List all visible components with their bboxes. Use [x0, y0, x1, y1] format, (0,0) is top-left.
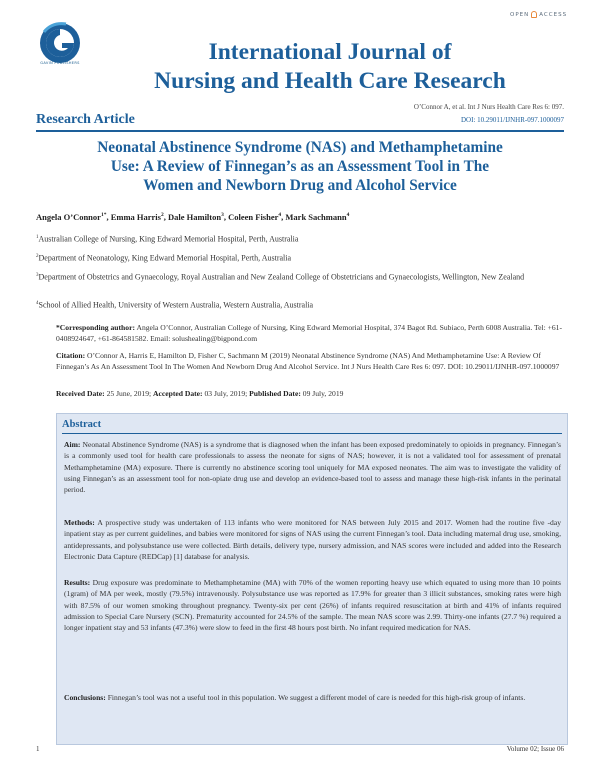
author-sup: 4 [346, 212, 350, 219]
affiliation [36, 298, 566, 311]
conclusions-label: Conclusions: [64, 693, 106, 702]
received-date: 25 June, 2019; [106, 389, 152, 398]
affiliation-sup: 1 [36, 235, 39, 240]
abstract-results [64, 577, 561, 633]
article-title-line1: Neonatal Abstinence Syndrome (NAS) and Methamphetamine [97, 139, 503, 156]
corresponding-author [56, 322, 566, 344]
journal-title-line1: International Journal of [208, 39, 452, 65]
author-name: Mark Sachmann [285, 212, 347, 222]
doi-link[interactable]: DOI: 10.29011/IJNHR-097.1000097 [461, 116, 564, 124]
aim-label: Aim: [64, 440, 81, 449]
journal-title [100, 38, 560, 96]
volume-issue: Volume 02; Issue 06 [506, 745, 564, 753]
author-name: Emma Harris [110, 212, 161, 222]
citation [56, 350, 566, 372]
article-title-line3: Women and Newborn Drug and Alcohol Service [143, 177, 457, 194]
published-label: Published Date: [249, 389, 301, 398]
affiliation-sup: 3 [36, 273, 39, 278]
abstract-aim [64, 439, 561, 495]
corresponding-label: *Corresponding author: [56, 323, 135, 332]
methods-text: A prospective study was undertaken of 113 infants who were monitored for NAS between July 2015 and 2017. Women had the routine five -day inpatient stay as per current guidelines, and babies were monitored for signs of NAS using the current Finnegan’s tool. Data including maternal drug use, smoking, antidepressants, and polysubstance use were collected. Birth details, delivery type, nursery admission, and NAS scores were included and added into the Research Electronic Data Capture (REDCap) [1] database for analysis. [64, 518, 561, 561]
citation-text: O’Connor A, Harris E, Hamilton D, Fisher C, Sachmann M (2019) Neonatal Abstinence Syndrome (NAS) And Methamphetamine Use: A Review Of Finnegan’s As An Assessment Tool In The Women And Newborn Drug And Alcohol Service. Int J Nurs Health Care Res 6: 097. DOI: 10.29011/IJNHR-097.1000097 [56, 351, 560, 371]
open-access-post: ACCESS [539, 11, 568, 18]
results-label: Results: [64, 578, 91, 587]
aim-text: Neonatal Abstinence Syndrome (NAS) is a syndrome that is diagnosed when the infant has been exposed predominately to opioids in pregnancy. Finnegan’s is a commonly used tool for health care professionals to assess the neonate for signs of NAS; however, it is not a validated tool for assessment of prenatal Methamphetamine (MA) exposure. There is currently no abstinence scoring tool uniquely for MA exposed neonates. The aim was to investigate the validity of using Finnegan’s as an assessment tool for non-opiate drug use and develop an evidence-based tool to assess and manage these high-risk infants in the perinatal period. [64, 440, 562, 495]
page-number: 1 [36, 745, 40, 753]
section-label: Research Article [36, 112, 135, 127]
journal-title-line2: Nursing and Health Care Research [154, 68, 506, 94]
affiliation-sup: 2 [36, 254, 39, 259]
citation-label: Citation: [56, 351, 86, 360]
article-title [60, 138, 540, 195]
conclusions-text: Finnegan’s tool was not a useful tool in this population. We suggest a different model of care is needed for this high-risk group of infants. [107, 693, 526, 702]
abstract-divider [62, 433, 562, 434]
author-name: Dale Hamilton [167, 212, 222, 222]
results-text: Drug exposure was predominate to Methamphetamine (MA) with 70% of the women reporting heavy use which equated to using more than 10 points (1gram) of MA per week, mostly (79.5%) intravenously. Polysubstance use was reported as 17.9% for greater than 3 illicit substances, smoking rates were high with 87.5% of our women smoking throughout pregnancy. Twenty-six per cent (26%) of infants required resuscitation at birth and 41% of infants required admission to Special Care Nursery (SCN). Prematurity accounted for 24.5% of the sample. The mean NAS score was 2.99. Thirty-one infants (27.7 %) required a longer inpatient stay and 53 infants (47.3%) were slow to feed in the first 48 hours post birth. No infant required medication for NAS. [64, 578, 561, 633]
author-sup: 2 [160, 212, 164, 219]
affiliation-text: Department of Neonatology, King Edward Memorial Hospital, Perth, Australia [38, 253, 292, 263]
author-sup: 3 [221, 212, 224, 219]
abstract-heading: Abstract [62, 419, 102, 430]
affiliation [36, 251, 566, 264]
author-sup: 4 [278, 212, 282, 219]
open-lock-icon [531, 11, 537, 18]
accepted-date: 03 July, 2019; [204, 389, 248, 398]
author-sup: 1* [100, 212, 107, 219]
author-name: Coleen Fisher [228, 212, 279, 222]
published-date: 09 July, 2019 [302, 389, 344, 398]
affiliation-text: Department of Obstetrics and Gynaecology, Royal Australian and New Zealand College of Obstetricians and Gynaecologists, Wellington, New Zealand [38, 272, 525, 282]
abstract-conclusions [64, 692, 561, 703]
header-divider [36, 130, 564, 132]
author-name: Angela O’Connor [36, 212, 101, 222]
accepted-label: Accepted Date: [153, 389, 203, 398]
corresponding-text: Angela O’Connor, Australian College of Nursing, King Edward Memorial Hospital, 374 Bagot Rd. Subiaco, Perth 6008 Australia. Tel: +61-0408924647, +61-864581582. Email: solushealing@bigpond.com [56, 323, 563, 343]
running-reference: O’Connor A, et al. Int J Nurs Health Care Res 6: 097. [413, 103, 564, 111]
article-title-line2: Use: A Review of Finnegan’s as an Assessment Tool in The [110, 158, 490, 175]
affiliation [36, 270, 566, 283]
affiliation-sup: 4 [36, 301, 39, 306]
author-list: Angela O’Connor$^{1*}$, Emma Harris$^2$, Dale Hamilton$^3$, Coleen Fisher$^4$, Mark Sachmann$^4$ [36, 212, 350, 222]
journal-logo-icon [36, 20, 84, 66]
methods-label: Methods: [64, 518, 95, 527]
received-label: Received Date: [56, 389, 105, 398]
article-dates [56, 389, 343, 398]
open-access-badge [510, 11, 567, 18]
logo-caption: GAVIN PUBLISHERS [40, 61, 80, 65]
affiliation-text: Australian College of Nursing, King Edward Memorial Hospital, Perth, Australia [38, 234, 299, 244]
abstract-methods [64, 517, 561, 562]
open-access-pre: OPEN [510, 11, 530, 18]
affiliation [36, 232, 566, 245]
affiliation-text: School of Allied Health, University of Western Australia, Western Australia, Australia [38, 300, 314, 310]
